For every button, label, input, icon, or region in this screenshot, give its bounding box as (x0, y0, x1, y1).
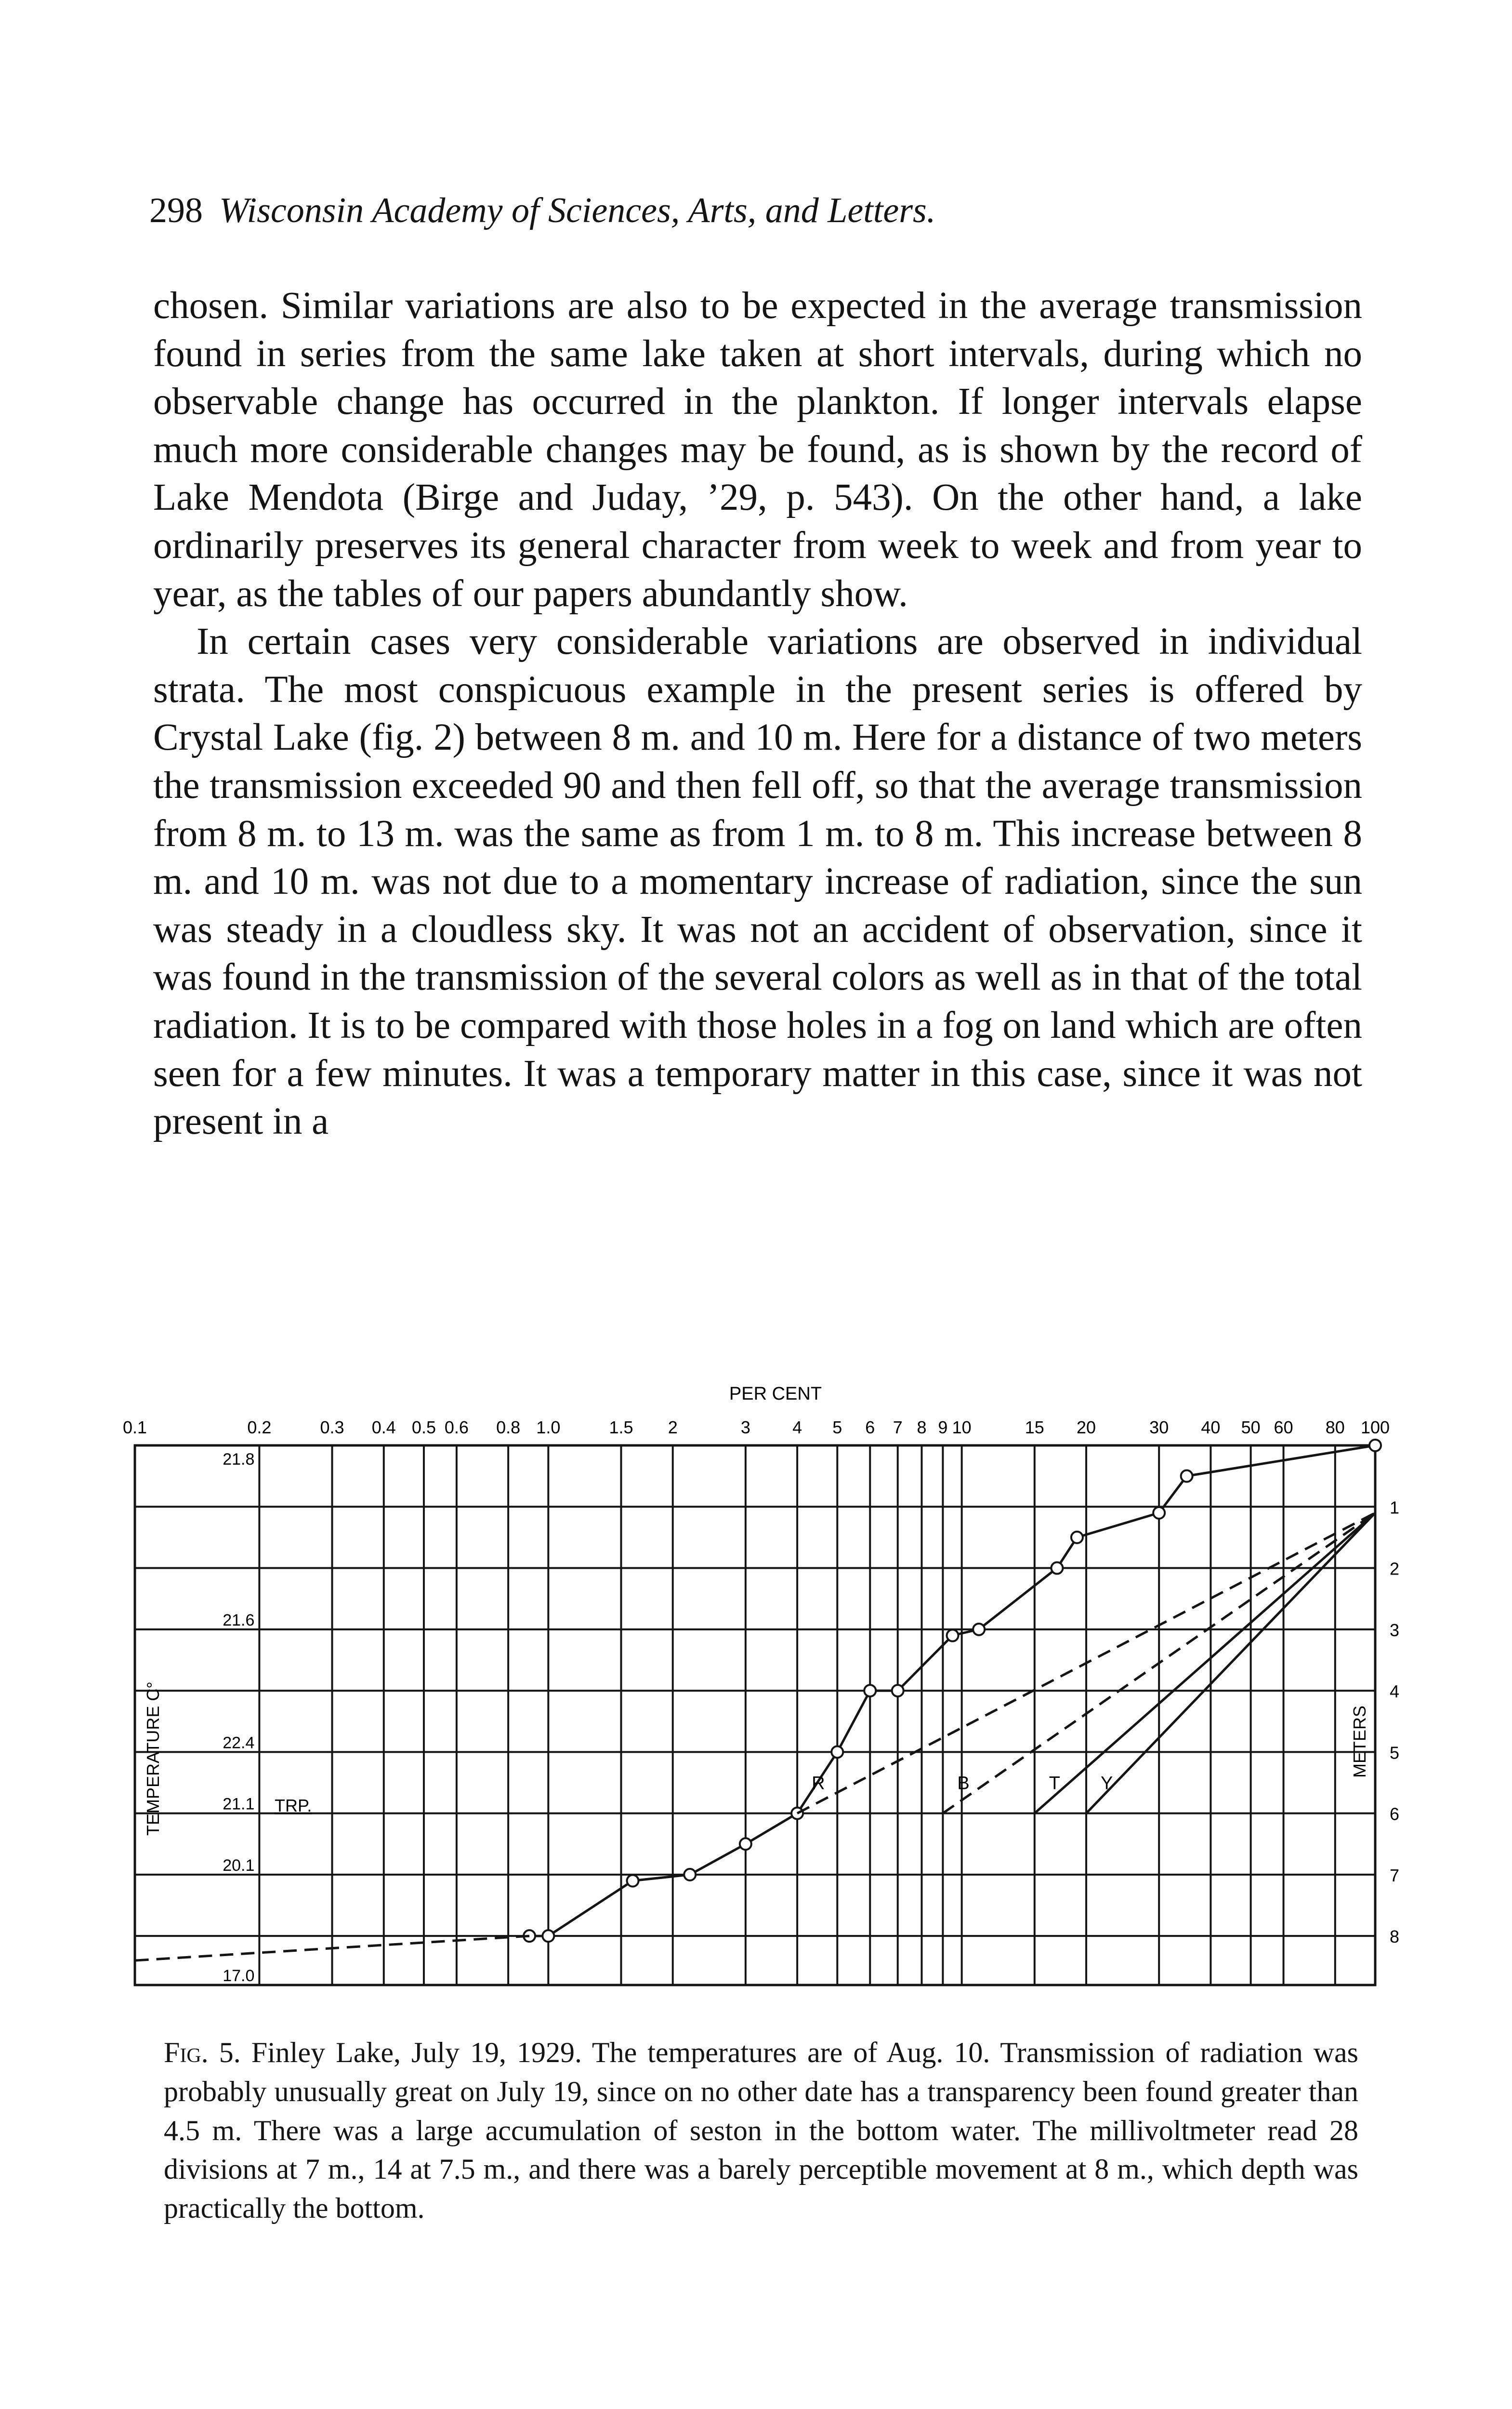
data-point (1051, 1562, 1063, 1574)
percent-tick-label: 10 (952, 1417, 972, 1437)
percent-tick-label: 100 (1360, 1417, 1390, 1437)
percent-tick-label: 40 (1201, 1417, 1221, 1437)
percent-tick-label: 2 (668, 1417, 678, 1437)
depth-tick-label: 2 (1390, 1559, 1400, 1579)
percent-tick-label: 0.1 (122, 1417, 147, 1437)
percent-tick-label: 60 (1274, 1417, 1293, 1437)
percent-tick-label: 0.4 (371, 1417, 396, 1437)
percent-tick-label: 80 (1325, 1417, 1345, 1437)
data-point (1369, 1440, 1381, 1451)
percent-tick-label: 6 (865, 1417, 875, 1437)
temperature-label: 21.1 (223, 1795, 255, 1813)
series-label-r: R (812, 1773, 825, 1794)
data-point (1153, 1507, 1165, 1519)
data-point (973, 1624, 985, 1635)
right-axis-title: METERS (1350, 1705, 1369, 1778)
percent-tick-label: 9 (938, 1417, 948, 1437)
caption-text: Finley Lake, July 19, 1929. The temperatures are of Aug. 10. Transmission of radiation was probably unusually great on July 19, since on no other date has a transparency been found greater than 4.5 m. There was a large accumulation of seston in the bottom water. The millivoltmeter read 28 divisions at 7 m., 14 at 7.5 m., and there was a barely perceptible movement at 8 m., which depth was practically the bottom. (164, 2037, 1359, 2224)
series-label-b: B (957, 1773, 970, 1794)
chart-grid (135, 1445, 1375, 1985)
temperature-label: 17.0 (223, 1967, 255, 1985)
percent-tick-label: 0.6 (444, 1417, 469, 1437)
data-point (864, 1685, 876, 1696)
temperature-label: 22.4 (223, 1734, 255, 1752)
percent-tick-label: 1.0 (536, 1417, 561, 1437)
data-point (892, 1685, 904, 1696)
percent-tick-label: 30 (1149, 1417, 1169, 1437)
data-point (627, 1875, 639, 1887)
percent-tick-label: 7 (893, 1417, 903, 1437)
chart-ticks (123, 1417, 1399, 1985)
series-label-t: T (1049, 1773, 1061, 1794)
data-point (684, 1869, 696, 1880)
page-number: 298 (149, 191, 203, 230)
journal-title: Wisconsin Academy of Sciences, Arts, and Letters. (219, 191, 936, 230)
percent-tick-label: 15 (1025, 1417, 1044, 1437)
transparency-label: TRP. (275, 1796, 312, 1815)
figure-label: Fig. 5. (164, 2037, 241, 2068)
data-point (831, 1746, 843, 1758)
depth-tick-label: 5 (1390, 1743, 1400, 1763)
temperature-label: 21.6 (223, 1611, 255, 1629)
temperature-label: 20.1 (223, 1856, 255, 1875)
depth-tick-label: 8 (1390, 1927, 1400, 1947)
percent-tick-label: 0.3 (320, 1417, 344, 1437)
data-point (740, 1838, 751, 1850)
percent-tick-label: 4 (792, 1417, 802, 1437)
depth-tick-label: 4 (1390, 1681, 1400, 1702)
percent-tick-label: 0.5 (411, 1417, 436, 1437)
percent-tick-label: 50 (1241, 1417, 1261, 1437)
data-point (947, 1630, 959, 1641)
series-line-y (1086, 1513, 1375, 1813)
percent-tick-label: 0.2 (247, 1417, 272, 1437)
percent-tick-label: 5 (832, 1417, 842, 1437)
paragraph-2: In certain cases very considerable variations are observed in individual strata. The most conspicuous example in the present series is offered by Crystal Lake (fig. 2) between 8 m. and 10 m. Here for a distance of two meters the transmission exceeded 90 and then fell off, so that the average transmission from 8 m. to 13 m. was the same as from 1 m. to 8 m. This increase between 8 m. and 10 m. was not due to a momentary increase of radiation, since the sun was steady in a cloudless sky. It was not an accident of observation, since it was found in the transmission of the several colors as well as in that of the total radiation. It is to be compared with those holes in a fog on land which are often seen for a few minutes. It was a temporary matter in this case, since it was not present in a (153, 621, 1362, 1143)
paragraph-1: chosen. Similar variations are also to be expected in the average transmission found in series from the same lake taken at short intervals, during which no observable change has occurred in the plankton. If longer intervals elapse much more considerable changes may be found, as is shown by the record of Lake Mendota (Birge and Juday, ’29, p. 543). On the other hand, a lake ordinarily preserves its general character from week to week and from year to year, as the tables of our papers abundantly show. (153, 285, 1362, 615)
percent-tick-label: 0.8 (496, 1417, 521, 1437)
depth-tick-label: 1 (1390, 1497, 1400, 1518)
plot-frame (135, 1445, 1375, 1985)
data-point (542, 1930, 554, 1942)
depth-tick-label: 7 (1390, 1865, 1400, 1885)
top-axis-title: PER CENT (729, 1384, 822, 1404)
left-axis-title: TEMPERATURE C° (143, 1681, 163, 1836)
depth-tick-label: 6 (1390, 1804, 1400, 1824)
percent-tick-label: 3 (740, 1417, 750, 1437)
chart-series (135, 1440, 1381, 1960)
data-point (1071, 1532, 1083, 1543)
temperature-label: 21.8 (223, 1450, 255, 1469)
series-label-y: Y (1101, 1773, 1113, 1794)
percent-tick-label: 1.5 (609, 1417, 633, 1437)
data-point (1181, 1470, 1193, 1482)
percent-tick-label: 20 (1077, 1417, 1096, 1437)
data-point (791, 1808, 803, 1819)
depth-tick-label: 3 (1390, 1620, 1400, 1640)
figure-caption (164, 2033, 1358, 2228)
percent-tick-label: 8 (917, 1417, 927, 1437)
